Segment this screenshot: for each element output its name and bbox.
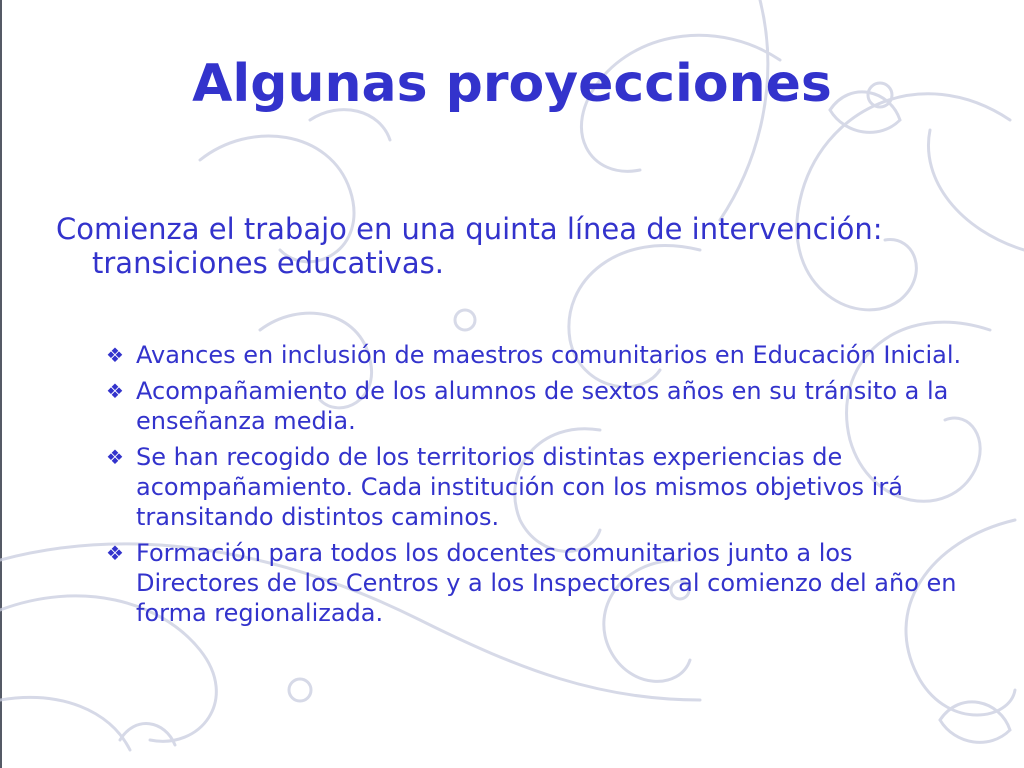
bullet-list [106,340,966,634]
list-item [106,340,966,370]
list-item [106,376,966,436]
intro-paragraph: Comienza el trabajo en una quinta línea de intervención: transiciones educativas. [56,212,883,280]
slide-title: Algunas proyecciones [192,54,832,114]
list-item [106,538,966,628]
bullet-text: Se han recogido de los territorios distintas experiencias de acompañamiento. Cada institución con los mismos objetivos irá transitando distintos caminos. [136,443,903,531]
four-diamond-bullet-icon: ❖ [106,541,124,565]
bullet-text: Acompañamiento de los alumnos de sextos años en su tránsito a la enseñanza media. [136,377,949,435]
bullet-text: Formación para todos los docentes comunitarios junto a los Directores de los Centros y a los Inspectores al comienzo del año en forma regionalizada. [136,539,957,627]
four-diamond-bullet-icon: ❖ [106,379,124,403]
four-diamond-bullet-icon: ❖ [106,343,124,367]
four-diamond-bullet-icon: ❖ [106,445,124,469]
list-item [106,442,966,532]
bullet-text: Avances en inclusión de maestros comunitarios en Educación Inicial. [136,341,962,369]
